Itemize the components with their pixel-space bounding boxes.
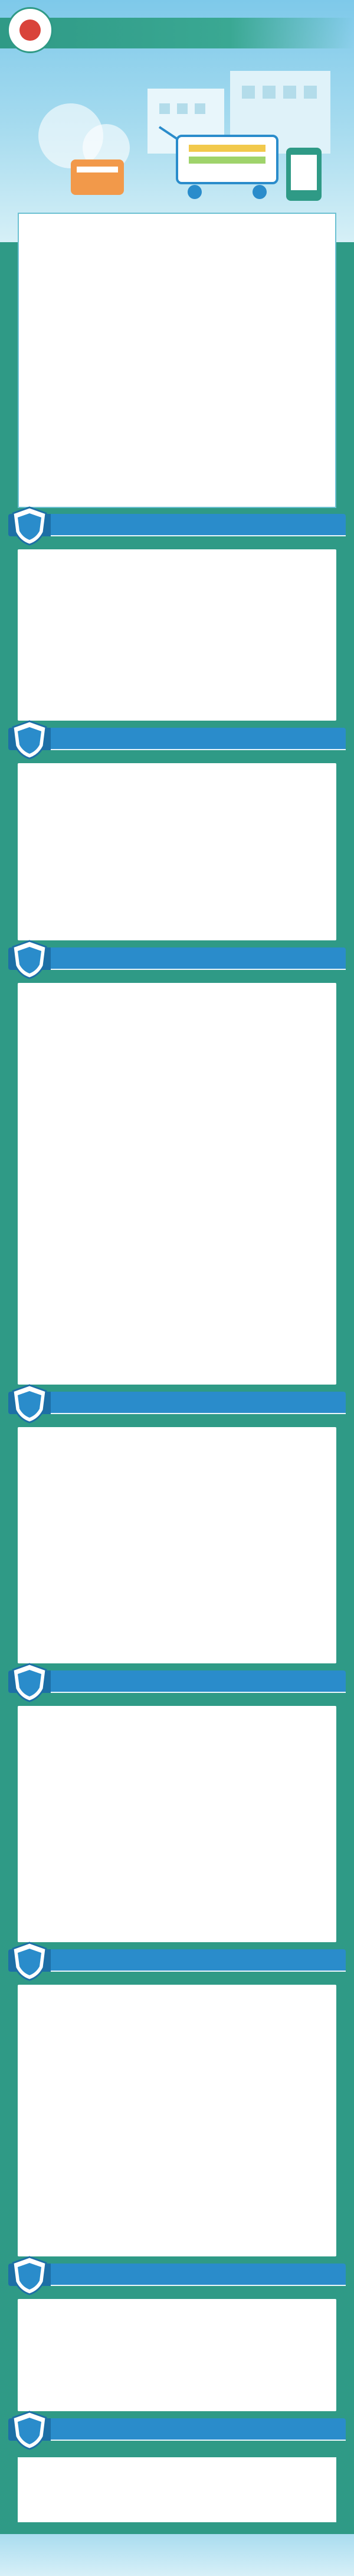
- section-title: [73, 2418, 342, 2441]
- window: [177, 103, 188, 114]
- shield-icon: [8, 1940, 51, 1982]
- window: [304, 86, 317, 99]
- section-card: [18, 1427, 336, 1663]
- page-subtitle: [57, 35, 204, 44]
- section-body: [35, 1444, 319, 1650]
- section-header: [8, 2418, 346, 2441]
- section-card: [18, 2299, 336, 2411]
- section-header: [8, 1392, 346, 1414]
- section-card: [18, 1706, 336, 1942]
- section-card: [18, 549, 336, 721]
- shield-icon: [8, 2255, 51, 2296]
- intro-card: [18, 213, 336, 508]
- shield-icon: [8, 505, 51, 546]
- section-title: [73, 947, 342, 970]
- footer-publisher: [0, 2542, 354, 2555]
- section-body: [35, 2001, 319, 2243]
- section-body: [35, 780, 319, 927]
- section-title: [73, 514, 342, 536]
- window: [195, 103, 205, 114]
- section-body: [35, 566, 319, 708]
- header-banner: [0, 0, 354, 242]
- shield-icon: [8, 1662, 51, 1703]
- section-title: [73, 1392, 342, 1414]
- footer-website: [0, 2558, 354, 2568]
- section-card: [18, 763, 336, 940]
- emblem-center: [19, 19, 41, 41]
- window: [283, 86, 296, 99]
- section-title: [73, 728, 342, 750]
- section-body: [35, 999, 319, 1372]
- window: [242, 86, 255, 99]
- section-body: [35, 2316, 319, 2398]
- section-header: [8, 2264, 346, 2286]
- emblem-icon: [7, 7, 53, 53]
- section-title: [73, 1949, 342, 1972]
- shield-icon: [8, 2409, 51, 2451]
- contact-card: [18, 2457, 336, 2522]
- section-card: [18, 1985, 336, 2256]
- section-title: [73, 1670, 342, 1693]
- window: [159, 103, 170, 114]
- contact-text: [35, 2470, 319, 2512]
- shield-icon: [8, 939, 51, 980]
- intro-body: [39, 285, 316, 491]
- section-header: [8, 1949, 346, 1972]
- section-body: [35, 1722, 319, 1929]
- section-header: [8, 1670, 346, 1693]
- section-header: [8, 514, 346, 536]
- section-title: [73, 2264, 342, 2286]
- footer: [0, 2534, 354, 2576]
- shopping-cart-icon: [159, 127, 277, 199]
- intro-title: [19, 228, 337, 275]
- section-card: [18, 983, 336, 1385]
- section-header: [8, 728, 346, 750]
- section-header: [8, 947, 346, 970]
- page-title: [57, 21, 204, 33]
- shield-icon: [8, 719, 51, 760]
- shield-icon: [8, 1383, 51, 1424]
- window: [263, 86, 276, 99]
